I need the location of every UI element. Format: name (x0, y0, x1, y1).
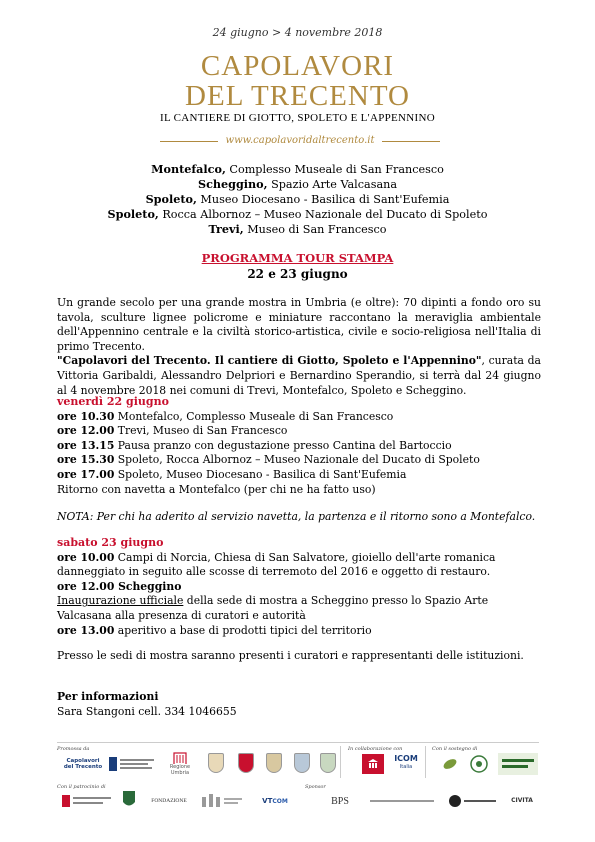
schedule-row: ore 13.00 aperitivo a base di prodotti tipici del territorio (57, 623, 372, 637)
media-logo-icon (62, 793, 114, 809)
header-divider-left (160, 141, 218, 142)
intro-text (57, 296, 541, 398)
schedule-row: ore 10.30 Montefalco, Complesso Museale di San Francesco (57, 409, 394, 423)
partner-logo-leaf (440, 754, 460, 774)
label-collab: In collaborazione con (348, 746, 403, 752)
contact-info (57, 690, 541, 719)
intro-paragraph-2: "Capolavori del Trecento. Il cantiere di Giotto, Spoleto e l'Appennino", curata da Vittoria Garibaldi, Alessandro Delpriori e Bernardino Sperandio, si terrà dal 24 giugno al 4 novembre 2018 nei comuni di Trevi, Montefalco, Spoleto e Scheggino. (57, 354, 541, 397)
collab-logo-red (362, 754, 384, 774)
footer-divider (57, 742, 539, 743)
exhibition-title-line2: DEL TRECENTO (185, 80, 410, 112)
info-heading: Per informazioni (57, 690, 159, 703)
schedule-row: ore 10.00 Campi di Norcia, Chiesa di San Salvatore, gioiello dell'arte romanica danneggiato in seguito alle scosse di terremoto del 2016 e oggetto di restauro. (57, 550, 496, 579)
exhibition-subtitle: IL CANTIERE DI GIOTTO, SPOLETO E L'APPENNINO (160, 112, 435, 124)
schedule-row: ore 15.30 Spoleto, Rocca Albornoz – Museo Nazionale del Ducato di Spoleto (57, 453, 480, 467)
programma-title: PROGRAMMA TOUR STAMPA (201, 251, 394, 265)
friday-schedule (57, 395, 541, 497)
venue-list (0, 162, 595, 237)
venue-item: Trevi, Museo di San Francesco (208, 222, 387, 236)
website-link[interactable]: www.capolavoridaltrecento.it (225, 135, 375, 146)
schedule-row: ore 12.00 Trevi, Museo di San Francesco (57, 424, 288, 438)
exhibition-dates: 24 giugno > 4 novembre 2018 (212, 26, 383, 39)
inauguration-row: Inaugurazione ufficiale della sede di mostra a Scheggino presso lo Spazio Arte Valcasana alla presenza di curatori e autorità (57, 594, 489, 622)
capolavori-logo: Capolavori del Trecento (63, 758, 103, 770)
label-promossa: Promossa da (57, 746, 90, 752)
return-note: Ritorno con navetta a Montefalco (per chi ne ha fatto uso) (57, 482, 376, 496)
fondazione-logo: FONDAZIONE (151, 798, 187, 804)
venue-item: Montefalco, Complesso Museale di San Francesco (151, 162, 444, 176)
curators-note: Presso le sedi di mostra saranno presenti i curatori e rappresentanti delle istituzioni. (57, 649, 524, 662)
label-partner: Con il sostegno di (432, 746, 478, 752)
museum-icon (367, 758, 379, 770)
venue-item: Spoleto, Museo Diocesano - Basilica di Sant'Eufemia (145, 192, 450, 206)
exhibition-title-line1: CAPOLAVORI (200, 50, 395, 82)
media-logo-gray (200, 790, 244, 810)
programma-dates: 22 e 23 giugno (247, 267, 348, 281)
municipal-crest-icon (294, 753, 310, 773)
bps-logo: BPS (331, 795, 349, 807)
schedule-row: ore 17.00 Spoleto, Museo Diocesano - Basilica di Sant'Eufemia (57, 467, 407, 481)
municipal-crest-icon (208, 753, 224, 773)
footer-separator (340, 746, 341, 778)
saturday-schedule (57, 536, 541, 638)
partner-logo-circle (466, 754, 492, 774)
header-divider-right (382, 141, 440, 142)
schedule-row: ore 13.15 Pausa pranzo con degustazione presso Cantina del Bartoccio (57, 438, 452, 452)
friday-heading: venerdì 22 giugno (57, 395, 169, 408)
sponsor-emblem-icon (448, 793, 498, 809)
intro-paragraph-1: Un grande secolo per una grande mostra in Umbria (e oltre): 70 dipinti a fondo oro su tavola, sculture lignee policrome e miniature raccontano la meraviglia ambientale dell'Appennino centrale e la civiltà storico-artistica, civile e socio-religiosa nell'Italia di primo Trecento. (57, 296, 541, 353)
footer-separator (425, 746, 426, 778)
label-media: Con il patrocinio di (57, 784, 106, 790)
sponsor-wordmark-icon (370, 796, 436, 806)
regione-umbria-logo: Regione Umbria (162, 752, 198, 776)
architecture-icon (200, 791, 244, 809)
vt-com-logo: VT COM (262, 797, 288, 805)
municipal-crest-icon (238, 753, 254, 773)
leaf-icon (441, 755, 459, 773)
media-logo (62, 792, 114, 810)
partner-logo (108, 754, 156, 774)
municipal-crest-icon (266, 753, 282, 773)
regione-umbria-icon (173, 752, 187, 764)
civita-logo: CIVITA (511, 796, 533, 804)
label-sponsor: Sponsor (305, 784, 326, 790)
media-crest-icon (122, 790, 136, 810)
schedule-row: ore 12.00 Scheggino (57, 579, 182, 593)
sponsor-logo-text (370, 795, 436, 807)
icom-logo: ICOM Italia (394, 754, 418, 770)
saturday-heading: sabato 23 giugno (57, 536, 164, 549)
sponsor-logo-dark (448, 792, 498, 810)
municipal-crest-icon (320, 753, 336, 773)
partner-emblem-icon (108, 754, 156, 774)
contact-line: Sara Stangoni cell. 334 1046655 (57, 704, 237, 718)
partner-logo-green (498, 752, 538, 776)
seal-icon (469, 754, 489, 774)
venue-item: Scheggino, Spazio Arte Valcasana (198, 177, 397, 191)
venue-item: Spoleto, Rocca Albornoz – Museo Nazionale del Ducato di Spoleto (107, 207, 488, 221)
shuttle-note: NOTA: Per chi ha aderito al servizio navetta, la partenza e il ritorno sono a Montefalco. (57, 510, 536, 523)
brand-mark-icon (498, 753, 538, 775)
